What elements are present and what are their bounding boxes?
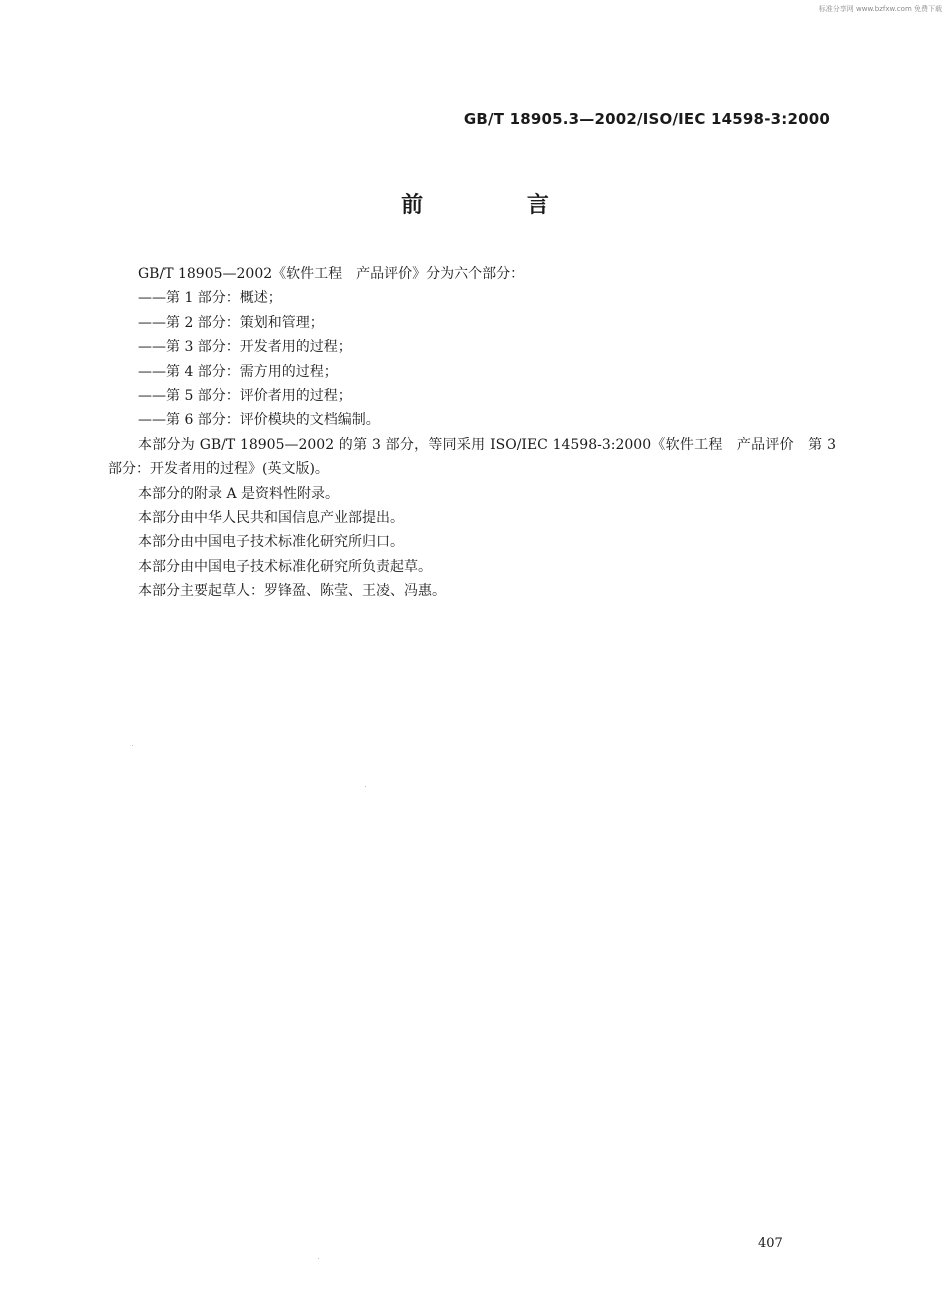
paragraph-adoption: 本部分为 GB/T 18905—2002 的第 3 部分，等同采用 ISO/IEC 14598-3:2000《软件工程 产品评价 第 3 部分：开发者用的过程》(英文版)。 <box>108 436 836 478</box>
list-item-part-3: ——第 3 部分：开发者用的过程； <box>138 339 352 356</box>
list-item-part-2: ——第 2 部分：策划和管理； <box>138 314 324 331</box>
paragraph-intro: GB/T 18905—2002《软件工程 产品评价》分为六个部分： <box>138 266 525 282</box>
page-number: 407 <box>758 1236 783 1251</box>
foreword-body <box>108 262 836 604</box>
list-item-part-1: ——第 1 部分：概述； <box>138 290 282 307</box>
paragraph-centralized: 本部分由中国电子技术标准化研究所归口。 <box>138 534 404 551</box>
paragraph-drafter-org: 本部分由中国电子技术标准化研究所负责起草。 <box>138 558 432 575</box>
watermark: 标准分享网 www.bzfxw.com 免费下载 <box>818 5 942 13</box>
standard-number: GB/T 18905.3—2002/ISO/IEC 14598-3:2000 <box>463 110 830 128</box>
list-item-part-6: ——第 6 部分：评价模块的文档编制。 <box>138 412 380 429</box>
scan-speck <box>318 1258 319 1259</box>
paragraph-drafters: 本部分主要起草人：罗锋盈、陈莹、王凌、冯惠。 <box>138 583 446 600</box>
list-item-part-5: ——第 5 部分：评价者用的过程； <box>138 388 352 405</box>
scan-speck <box>132 745 133 746</box>
scan-speck <box>365 786 366 787</box>
list-item-part-4: ——第 4 部分：需方用的过程； <box>138 363 338 380</box>
page-title: 前 言 <box>401 193 597 218</box>
paragraph-annex: 本部分的附录 A 是资料性附录。 <box>138 485 340 502</box>
paragraph-proposer: 本部分由中华人民共和国信息产业部提出。 <box>138 510 404 527</box>
